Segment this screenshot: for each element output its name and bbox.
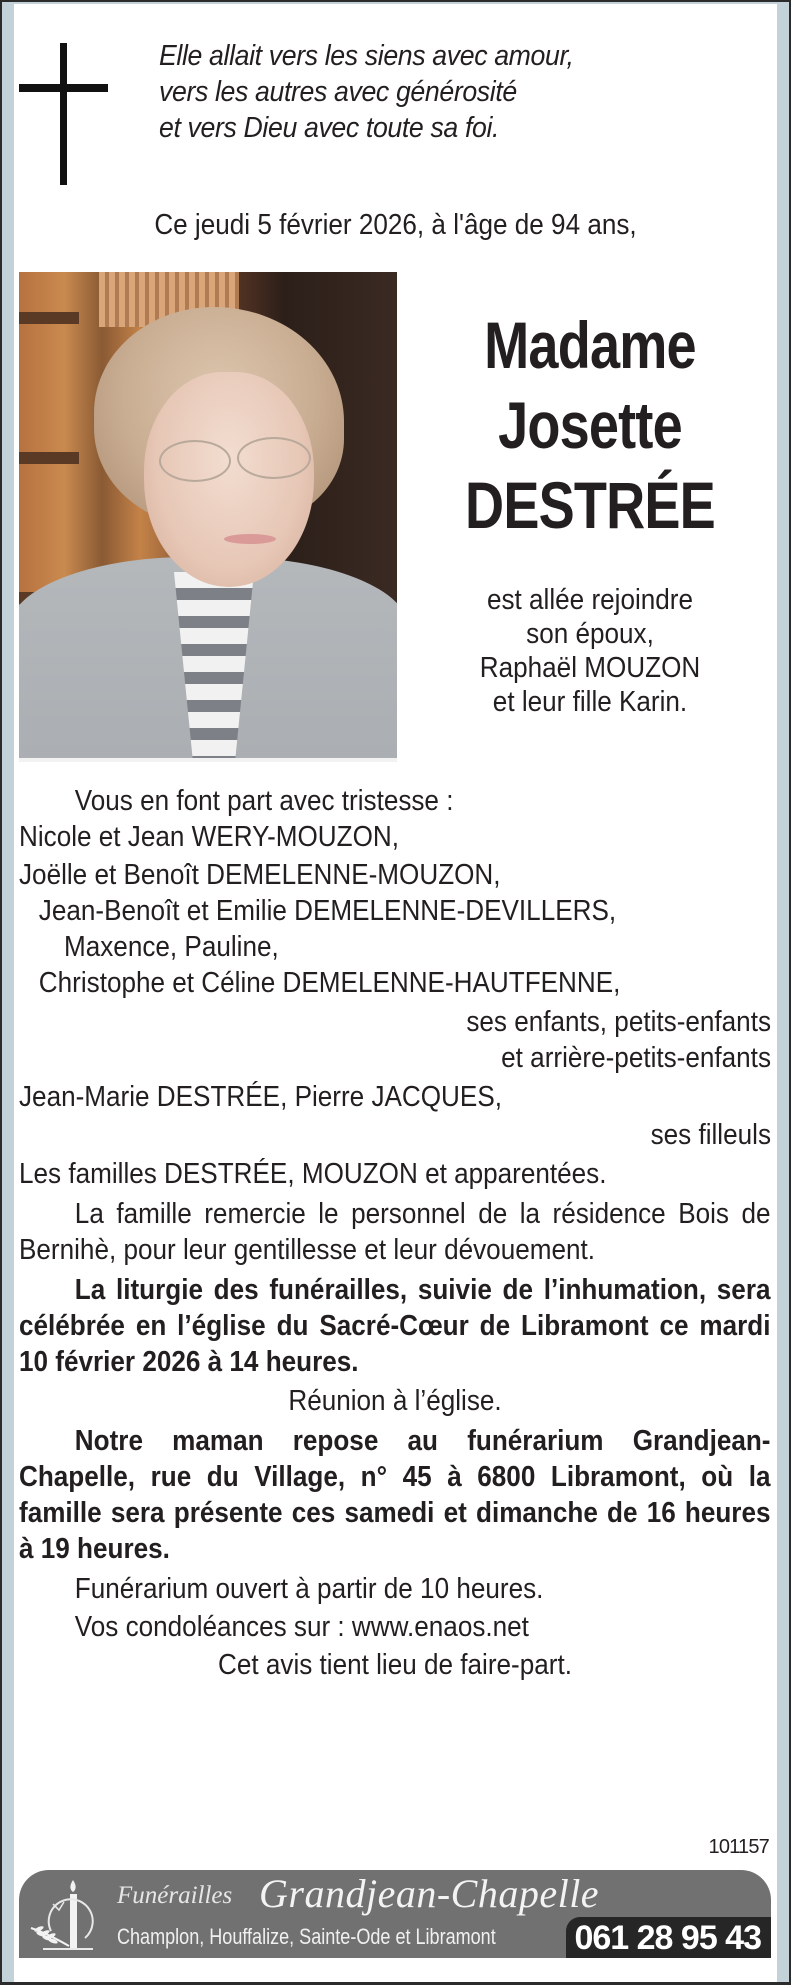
liturgy-paragraph: La liturgie des funérailles, suivie de l’inhumation, sera célébrée en l’église du Sacré-Cœur de Libramont ce mardi 10 février 2026 à 14 heures. [19,1274,771,1378]
verse-line: Elle allait vers les siens avec amour, [159,40,574,72]
condolences-link[interactable]: Vos condoléances sur : www.enaos.net [74,1611,529,1643]
family-line: Nicole et Jean WERY-MOUZON, [19,821,400,853]
families-line: Les familles DESTRÉE, MOUZON et apparentées. [19,1158,607,1190]
notice-body [19,783,771,1683]
rejoined-line: et leur fille Karin. [492,686,688,718]
rejoined-line: est allée rejoindre [486,584,694,616]
meeting-line: Réunion à l’église. [288,1385,502,1417]
announce-text: Vous en font part avec tristesse : [74,785,454,817]
godchildren-line: Jean-Marie DESTRÉE, Pierre JACQUES, [19,1081,502,1113]
reference-number: 101157 [708,1836,769,1858]
family-line: Joëlle et Benoît DEMELENNE-MOUZON, [19,859,501,891]
relation-label: ses filleuls [650,1119,771,1151]
funeral-home-banner [19,1870,771,1958]
rejoined-line: son époux, [526,618,654,650]
cross-icon [19,43,108,185]
brand-name: Grandjean-Chapelle [259,1871,600,1916]
phone-number[interactable]: 061 28 95 43 [574,1919,761,1957]
candle-wheat-logo-icon [29,1876,99,1956]
verse-line: vers les autres avec générosité [159,76,517,108]
name-last: DESTRÉE [465,468,715,542]
name-first: Josette [498,388,682,462]
brand-prefix: Funérailles [117,1882,233,1909]
family-line: Maxence, Pauline, [64,931,279,963]
relation-label: et arrière-petits-enfants [501,1042,771,1074]
notice-note: Cet avis tient lieu de faire-part. [218,1649,572,1681]
verse-line: et vers Dieu avec toute sa foi. [159,112,500,144]
portrait-photo [19,272,397,762]
resting-paragraph: Notre maman repose au funérarium Grandjean-Chapelle, rue du Village, n° 45 à 6800 Libramont, où la famille sera présente ces samedi et dimanche de 16 heures à 19 heures. [19,1425,771,1565]
brand-locations: Champlon, Houffalize, Sainte-Ode et Libramont [117,1924,496,1949]
deceased-name [420,305,760,545]
name-title: Madame [484,308,696,382]
death-date-intro: Ce jeudi 5 février 2026, à l'âge de 94 ans, [154,209,637,241]
verse [159,38,674,146]
opening-line: Funérarium ouvert à partir de 10 heures. [74,1573,544,1605]
family-line: Christophe et Céline DEMELENNE-HAUTFENNE, [38,967,621,999]
thanks-paragraph: La famille remercie le personnel de la résidence Bois de Bernihè, pour leur gentillesse et leur dévouement. [19,1198,771,1266]
family-line: Jean-Benoît et Emilie DEMELENNE-DEVILLERS, [38,895,617,927]
rejoined-text [420,583,760,719]
relation-label: ses enfants, petits-enfants [466,1006,771,1038]
rejoined-line: Raphaël MOUZON [479,652,701,684]
